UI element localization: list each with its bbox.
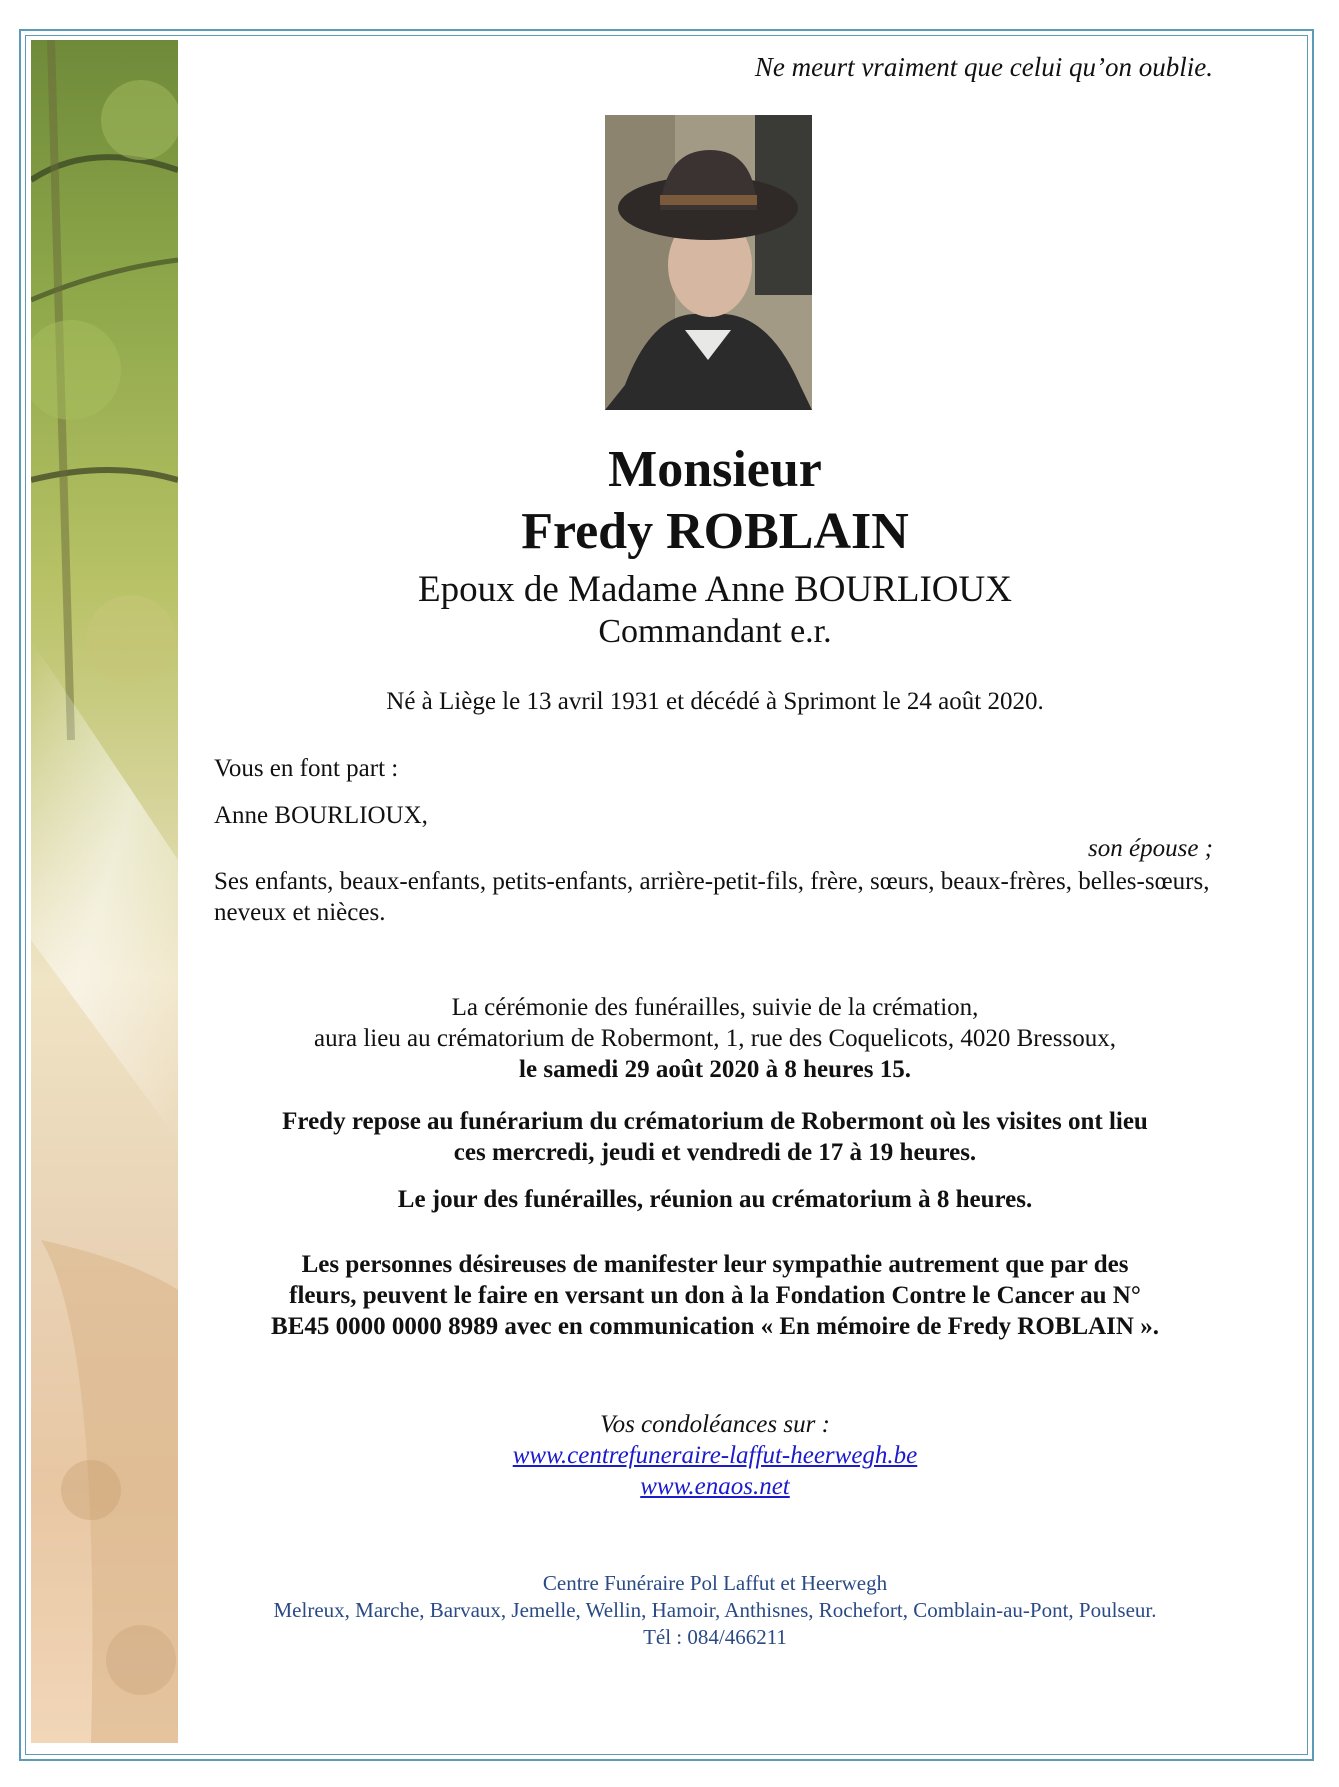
donation-line-1: Les personnes désireuses de manifester leur sympathie autrement que par des bbox=[301, 1251, 1129, 1278]
repose-block bbox=[210, 1106, 1220, 1168]
rank-line: Commandant e.r. bbox=[598, 613, 832, 650]
announcement-intro: Vous en font part : bbox=[214, 755, 399, 782]
meeting-line: Le jour des funérailles, réunion au crématorium à 8 heures. bbox=[397, 1186, 1033, 1213]
footer-phone: Tél : 084/466211 bbox=[643, 1625, 787, 1649]
birth-death-line: Né à Liège le 13 avril 1931 et décédé à Sprimont le 24 août 2020. bbox=[386, 688, 1044, 715]
forest-path-image bbox=[31, 40, 178, 1743]
footer-locations: Melreux, Marche, Barvaux, Jemelle, Wellin, Hamoir, Anthisnes, Rochefort, Comblain-au-Pont, Poulseur. bbox=[273, 1598, 1157, 1622]
footer-company: Centre Funéraire Pol Laffut et Heerwegh bbox=[542, 1571, 888, 1595]
footer-block bbox=[210, 1570, 1220, 1651]
condolences-block bbox=[210, 1409, 1220, 1502]
condolences-lead: Vos condoléances sur : bbox=[600, 1411, 830, 1438]
condolences-link-laffut[interactable]: www.centrefuneraire-laffut-heerwegh.be bbox=[512, 1442, 918, 1469]
ceremony-line-1: La cérémonie des funérailles, suivie de la crémation, bbox=[451, 994, 979, 1021]
repose-line-2: ces mercredi, jeudi et vendredi de 17 à 19 heures. bbox=[453, 1139, 977, 1166]
donation-line-2: fleurs, peuvent le faire en versant un don à la Fondation Contre le Cancer au N° bbox=[289, 1282, 1141, 1309]
condolences-link-enaos[interactable]: www.enaos.net bbox=[640, 1473, 790, 1500]
repose-line-1: Fredy repose au funérarium du crématorium de Robermont où les visites ont lieu bbox=[282, 1108, 1148, 1135]
announcement-family: Ses enfants, beaux-enfants, petits-enfants, arrière-petit-fils, frère, sœurs, beaux-frères, belles-sœurs, neveux et nièces. bbox=[214, 868, 1210, 926]
donation-block bbox=[210, 1249, 1220, 1342]
ceremony-date: le samedi 29 août 2020 à 8 heures 15. bbox=[519, 1056, 911, 1083]
donation-line-3: BE45 0000 0000 8989 avec en communication « En mémoire de Fredy ROBLAIN ». bbox=[271, 1313, 1159, 1340]
ceremony-block bbox=[210, 992, 1220, 1085]
announcement-spouse-name: Anne BOURLIOUX, bbox=[214, 802, 428, 829]
ceremony-line-2: aura lieu au crématorium de Robermont, 1, rue des Coquelicots, 4020 Bressoux, bbox=[314, 1025, 1116, 1052]
announcement-spouse-role: son épouse ; bbox=[1088, 835, 1213, 862]
motto: Ne meurt vraiment que celui qu’on oublie. bbox=[754, 52, 1213, 82]
deceased-name: Fredy ROBLAIN bbox=[521, 503, 909, 560]
spouse-line: Epoux de Madame Anne BOURLIOUX bbox=[418, 569, 1012, 610]
title-honorific: Monsieur bbox=[608, 441, 822, 498]
portrait-photo bbox=[605, 115, 812, 410]
